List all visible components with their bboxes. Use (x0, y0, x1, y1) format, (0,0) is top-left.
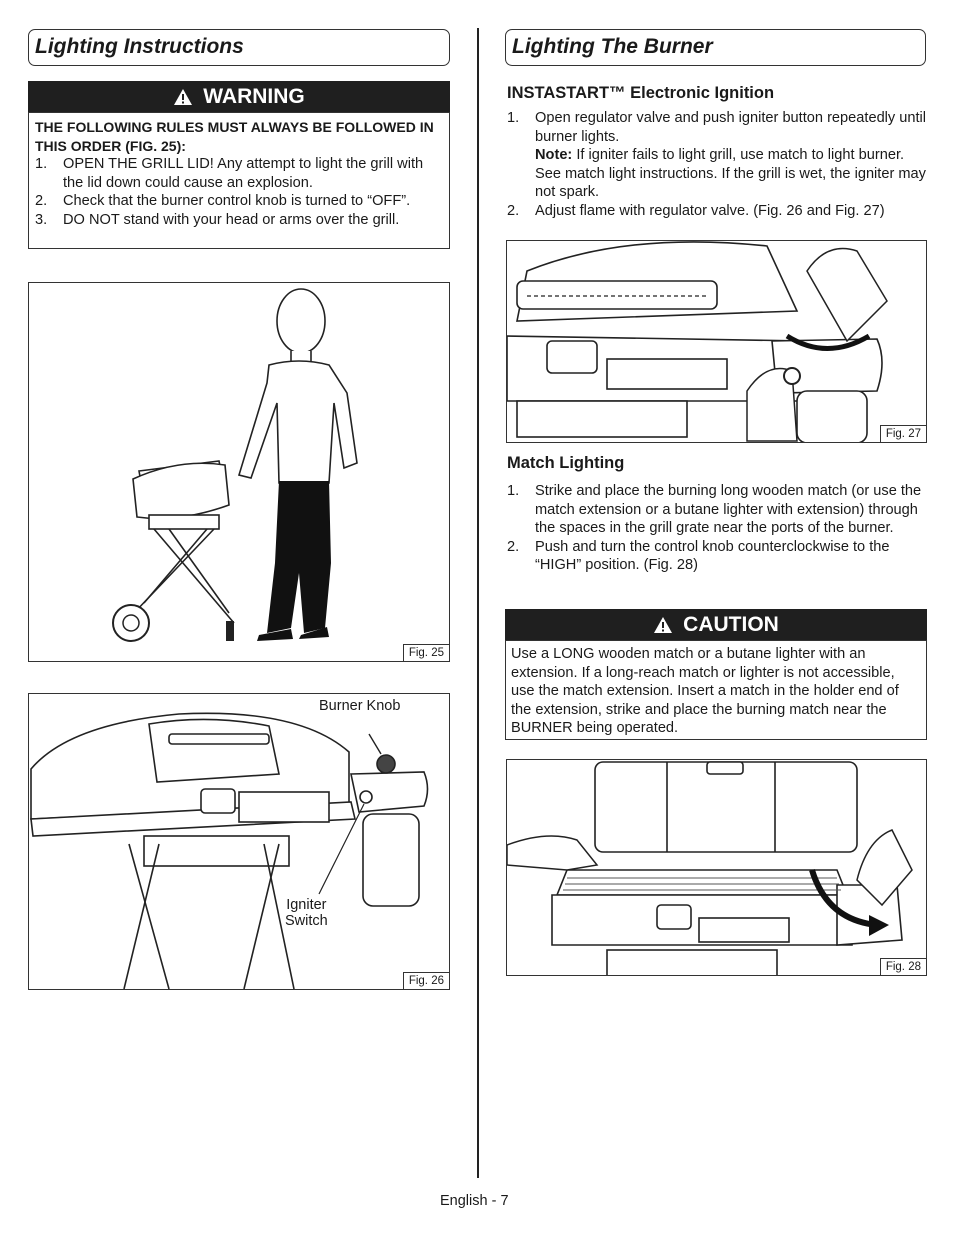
page-footer: English - 7 (440, 1193, 509, 1209)
figure-28-label: Fig. 28 (880, 958, 926, 975)
list-text: OPEN THE GRILL LID! Any attempt to light the grill with the lid down could cause an explosion. (63, 156, 424, 191)
figure-26 (28, 693, 450, 990)
list-text: Strike and place the burning long wooden match (or use the match extension or a butane lighter with extension) through the spaces in the grill grate near the ports of the burner. (535, 483, 922, 537)
igniter-switch-callout (285, 897, 328, 929)
section-title-lighting-the-burner: Lighting The Burner (505, 29, 926, 66)
caution-banner (505, 609, 927, 641)
caution-box (505, 640, 927, 740)
list-text: Check that the burner control knob is turned to “OFF”. (63, 193, 411, 210)
grill-detail-illustration (29, 694, 450, 990)
igniter-line1: Igniter (286, 897, 327, 913)
list-number: 2. (35, 193, 48, 210)
section-title-lighting-instructions: Lighting Instructions (28, 29, 450, 66)
list-item (507, 538, 929, 575)
list-number: 3. (35, 211, 48, 228)
list-number: 2. (507, 202, 520, 219)
figure-25 (28, 282, 450, 662)
list-item (35, 192, 443, 211)
warning-icon (653, 616, 673, 634)
list-text: Open regulator valve and push igniter button repeatedly until burner lights. (535, 110, 927, 145)
warning-box (28, 112, 450, 249)
match-lighting-list (507, 482, 929, 575)
igniter-button-illustration (507, 241, 927, 443)
note-label: Note: (535, 147, 573, 164)
figure-26-label: Fig. 26 (403, 972, 449, 989)
list-item (507, 482, 929, 538)
list-number: 1. (35, 156, 48, 173)
warning-label: WARNING (203, 85, 305, 108)
warning-list (35, 155, 443, 229)
burner-knob-callout: Burner Knob (319, 698, 401, 714)
column-divider (477, 28, 479, 1178)
warning-banner (28, 81, 450, 113)
figure-28 (506, 759, 927, 976)
instastart-heading: INSTASTART™ Electronic Ignition (507, 84, 775, 102)
control-knob-illustration (507, 760, 927, 976)
match-lighting-heading: Match Lighting (507, 454, 625, 472)
list-number: 1. (507, 483, 520, 499)
instastart-list (507, 109, 927, 221)
figure-25-label: Fig. 25 (403, 644, 449, 661)
figure-27 (506, 240, 927, 443)
instastart-item-1 (507, 109, 927, 202)
warning-icon (173, 88, 193, 106)
list-text: Push and turn the control knob counterclockwise to the “HIGH” position. (Fig. 28) (535, 538, 890, 574)
caution-text: Use a LONG wooden match or a butane lighter with an extension. If a long-reach match or lighter is not accessible, use the match extension. Insert a match in the holder end of the extension, strike and place the burning match near the BURNER being operated. (511, 646, 899, 737)
list-item (35, 211, 443, 230)
igniter-line2: Switch (285, 913, 328, 929)
list-number: 1. (507, 110, 520, 126)
list-number: 2. (507, 538, 520, 555)
caution-label: CAUTION (683, 613, 779, 636)
list-text: Adjust flame with regulator valve. (Fig. 26 and Fig. 27) (535, 202, 885, 219)
list-item (35, 155, 443, 192)
note-text: If igniter fails to light grill, use match to light burner. See match light instructions. If the grill is wet, the igniter may not spark. (535, 147, 926, 201)
list-text: DO NOT stand with your head or arms over the grill. (63, 211, 400, 228)
instastart-item-2 (507, 202, 927, 221)
warning-intro: THE FOLLOWING RULES MUST ALWAYS BE FOLLOWED IN THIS ORDER (FIG. 25): (35, 119, 434, 154)
figure-27-label: Fig. 27 (880, 425, 926, 442)
grill-and-person-illustration (29, 283, 450, 662)
